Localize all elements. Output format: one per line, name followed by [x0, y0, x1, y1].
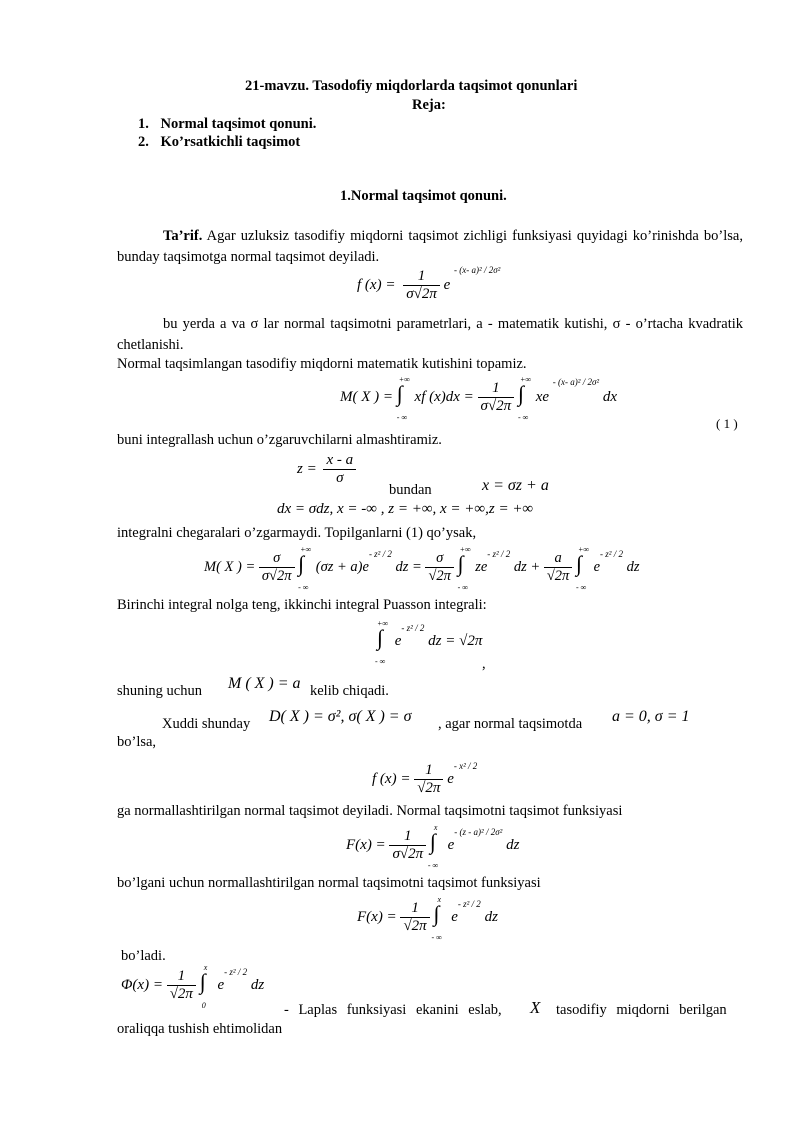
plan-label: Reja:	[412, 97, 446, 113]
bundan-word: bundan	[389, 482, 432, 498]
standard-density: f (x) = $\frac{1}{√2\pi}$ $e^{- x^2 / 2}$	[372, 760, 478, 796]
standard-cdf: F(x) = $\frac{1}{√2\pi}$ ∫ x - ∞ $e^{- z^2 / 2}$ dz	[357, 894, 498, 942]
expectation-result: M ( X ) = a	[228, 675, 301, 692]
poisson-comma: ,	[482, 656, 486, 672]
normalized-line: ga normallashtirilgan normal taqsimot deyiladi. Normal taqsimotni taqsimot funksiyasi	[117, 803, 623, 819]
cdf-formula: F(x) = $\frac{1}{\sigma√2\pi}$ ∫ x - ∞ $e^{- (z - a)^2 / 2\sigma^2}$ dz	[346, 822, 520, 870]
definition-term: Ta’rif.	[163, 228, 203, 244]
plan-number-2: 2.	[138, 134, 149, 150]
substitution-line: buni integrallash uchun o’zgaruvchilarni almashtiramiz.	[117, 432, 442, 448]
expectation-dx: dx	[602, 388, 618, 405]
document-title: 21-mavzu. Tasodofiy miqdorlarda taqsimot qonunlari	[245, 78, 578, 94]
last-line: oraliqqa tushish ehtimolidan	[117, 1021, 283, 1037]
integral-1: ∫ +∞ - ∞	[396, 374, 410, 422]
density-exponent: - (x- a)² / 2σ²	[454, 264, 501, 275]
expectation-fraction: $\frac{1}{\sigma√2\pi}$	[478, 380, 515, 415]
therefore-suffix: kelib chiqadi.	[310, 683, 389, 699]
poisson-integral: ∫ +∞ - ∞ $e^{- z^2 / 2}$ dz = √2π	[375, 619, 483, 666]
similarly-prefix: Xuddi shunday	[162, 716, 251, 732]
density-e: e	[443, 276, 451, 293]
expectation-lhs: M( X ) =	[340, 388, 394, 405]
similarly-mid: , agar normal taqsimotda	[438, 716, 583, 732]
plan-item-2-label: Ko’rsatkichli taqsimot	[160, 134, 301, 150]
laplace-tail: tasodifiy miqdorni berilgan	[556, 1002, 727, 1018]
density-fraction	[403, 268, 440, 303]
integral-2: ∫ +∞ - ∞	[517, 374, 532, 422]
density-num: 1	[403, 268, 440, 286]
expectation-substituted: M( X ) = $\frac{\sigma}{\sigma√2\pi}$ ∫ +∞ - ∞ $(\sigma z + a)e^{- z^2 / 2}$ dz = $\frac{\sigma}{√2\pi}$ ∫ +∞ - ∞ $ze^{- z^2 / 2}$ dz + $\frac{a}{√2\pi}$ ∫ +∞ - ∞ $e^{- z^2 / 2}$ dz	[204, 544, 640, 592]
cdf-line: bo’lgani uchun normallashtirilgan normal taqsimotni taqsimot funksiyasi	[117, 875, 541, 891]
plan-item-1	[138, 116, 316, 133]
expectation-mid: xf (x)dx =	[414, 388, 474, 405]
poisson-line: Birinchi integral nolga teng, ikkinchi integral Puasson integrali:	[117, 597, 487, 613]
x-expression: x = σz + a	[482, 477, 549, 494]
definition-paragraph	[117, 226, 743, 268]
standard-params: a = 0, σ = 1	[612, 708, 690, 725]
expectation-formula	[340, 374, 618, 424]
boladi-word: bo’ladi.	[121, 948, 166, 964]
laplace-formula: Φ(x) = $\frac{1}{√2\pi}$ ∫ x 0 $e^{- z^2 / 2}$ dz	[121, 962, 265, 1010]
plan-item-2	[138, 134, 300, 151]
limits-line: integralni chegaralari o’zgarmaydi. Topilganlarni (1) qo’ysak,	[117, 525, 477, 541]
laplace-variable: X	[530, 998, 541, 1017]
parameters-paragraph: bu yerda a va σ lar normal taqsimotni parametrlari, a - matematik kutishi, σ - o’rtacha kvadratik chetlanishi.	[117, 316, 743, 353]
density-den: σ√2π	[406, 286, 437, 302]
bolsa-word: bo’lsa,	[117, 734, 157, 750]
dx-line: dx = σdz, x = -∞ , z = +∞, x = +∞,z = +∞	[277, 501, 534, 517]
plan-item-1-label: Normal taqsimot qonuni.	[160, 116, 317, 132]
variance-result: D( X ) = σ², σ( X ) = σ	[269, 708, 412, 725]
definition-body: Agar uzluksiz tasodifiy miqdorni taqsimot zichligi funksiyasi quyidagi ko’rinishda bo’lsa, bunday taqsimotga normal taqsimot deyiladi.	[117, 228, 743, 265]
laplace-line: - Laplas funksiyasi ekanini eslab,	[284, 1002, 502, 1018]
therefore-prefix: shuning uchun	[117, 683, 202, 699]
equation-number: ( 1 )	[716, 416, 738, 431]
plan-number-1: 1.	[138, 116, 149, 132]
substitution-formula: z = $\frac{x - a}{\sigma}$	[297, 452, 356, 487]
find-expectation-line: Normal taqsimlangan tasodifiy miqdorni matematik kutishini topamiz.	[117, 356, 527, 372]
section-heading: 1.Normal taqsimot qonuni.	[340, 188, 507, 204]
expectation-xe: xe	[535, 388, 550, 405]
expectation-exponent: - (x- a)² / 2σ²	[552, 376, 600, 387]
density-formula	[357, 264, 501, 303]
density-lhs: f (x) =	[357, 276, 396, 293]
